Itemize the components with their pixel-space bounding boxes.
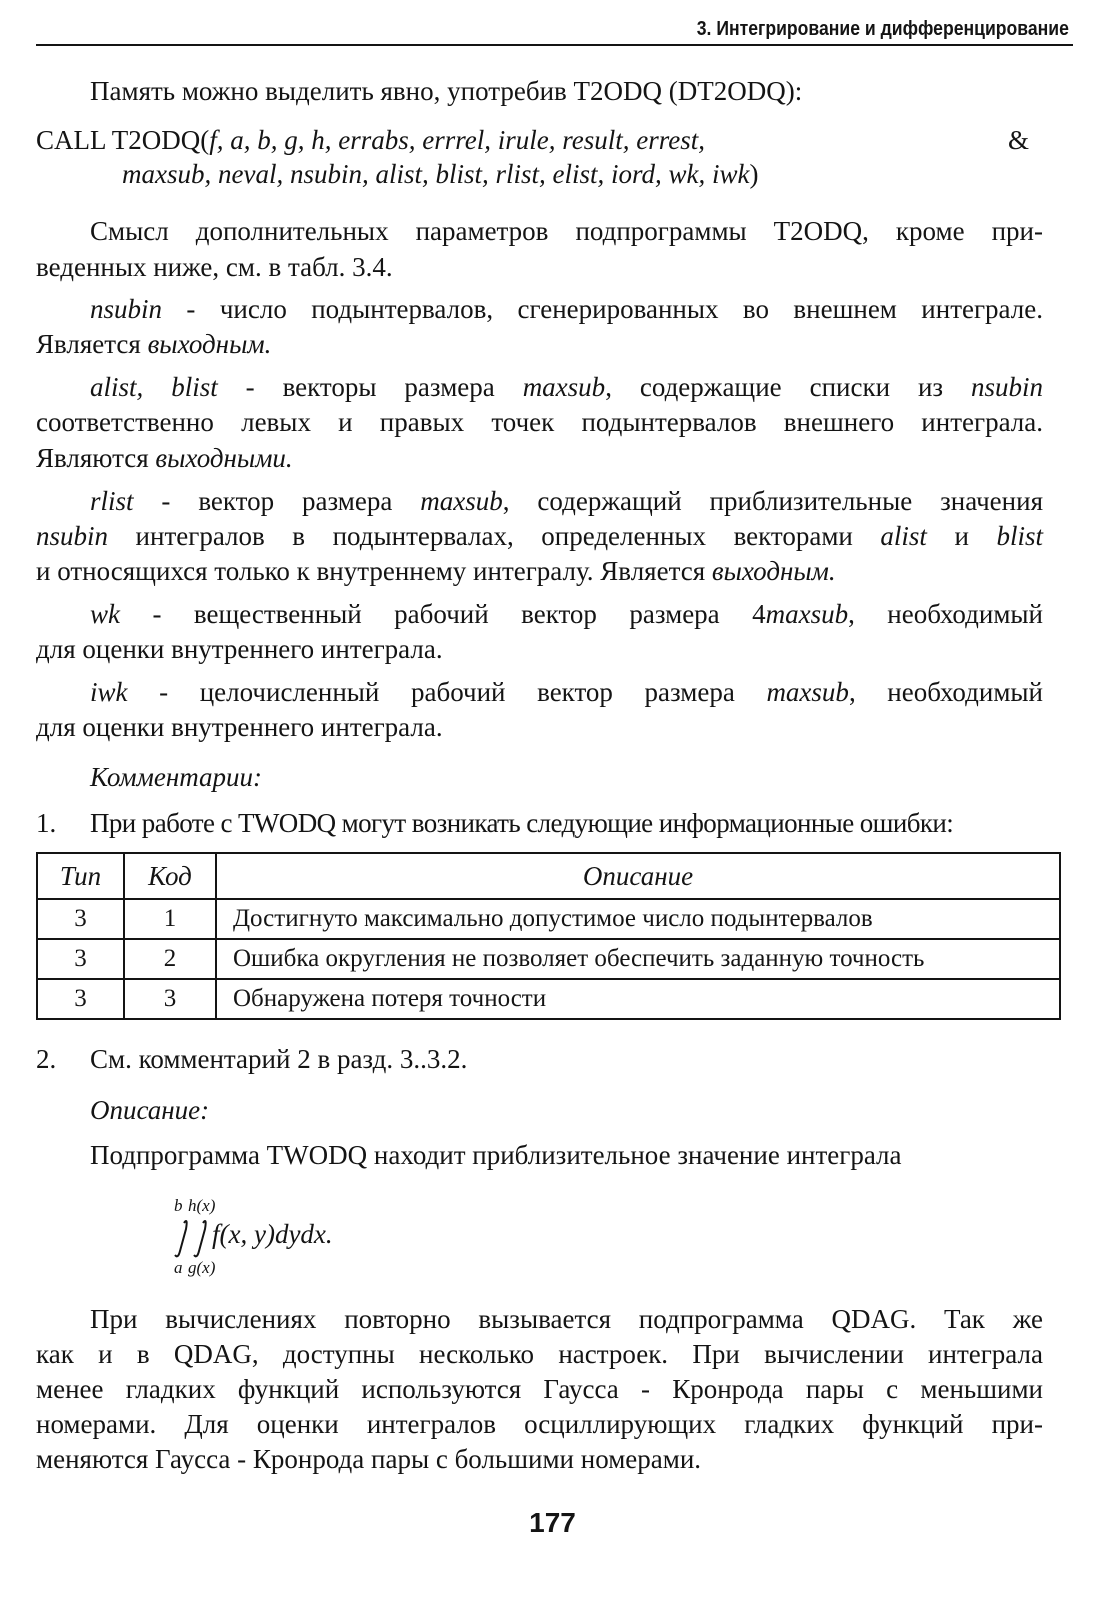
call-line-1 — [36, 123, 705, 157]
cell-code: 2 — [124, 939, 216, 979]
cell-code: 1 — [124, 899, 216, 939]
call-args-2: maxsub, neval, nsubin, alist, blist, rlist, elist, iord, wk, iwk — [122, 159, 750, 189]
param-iwk-line-2: для оценки внутреннего интеграла. — [36, 712, 443, 742]
integral-formula — [172, 1195, 432, 1281]
header-code: Код — [124, 853, 216, 899]
param-iwk-line-1: iwk - целочисленный рабочий вектор размера maxsub, необходимый — [90, 677, 1043, 707]
upper-limit-outer: b — [174, 1196, 183, 1215]
cell-description: Ошибка округления не позволяет обеспечить заданную точность — [216, 939, 1060, 979]
comment-2-number: 2. — [36, 1044, 57, 1074]
cell-type: 3 — [37, 939, 124, 979]
running-header — [36, 14, 1073, 46]
param-rlist-line-3: и относящихся только к внутреннему интегралу. Является выходным. — [36, 556, 836, 586]
cell-description: Достигнуто максимально допустимое число подынтервалов — [216, 899, 1060, 939]
paragraph-memory: Память можно выделить явно, употребив T2ODQ (DT2ODQ): — [90, 76, 803, 106]
paragraph-sense-line-2: веденных ниже, см. в табл. 3.4. — [36, 252, 393, 282]
term-wk: wk — [90, 599, 120, 629]
term-rlist: rlist — [90, 486, 134, 516]
term-nsubin: nsubin — [90, 294, 163, 324]
cell-description: Обнаружена потеря точности — [216, 979, 1060, 1019]
param-nsubin-line-1: nsubin - число подынтервалов, сгенерированных во внешнем интеграле. — [90, 294, 1043, 324]
description-text: Подпрограмма TWODQ находит приблизительное значение интеграла — [90, 1140, 902, 1170]
param-nsubin-line-2: Является выходным. — [36, 329, 272, 359]
lower-limit-inner: g(x) — [188, 1258, 216, 1277]
table-header-row — [37, 853, 1060, 899]
call-line-2 — [122, 157, 759, 191]
cell-type: 3 — [37, 899, 124, 939]
description-heading: Описание: — [90, 1095, 210, 1125]
page-number: 177 — [529, 1507, 576, 1538]
upper-limit-inner: h(x) — [188, 1196, 216, 1215]
outer-integral-sign — [175, 1221, 187, 1256]
call-args-1: f, a, b, g, h, errabs, errrel, irule, result, errest, — [209, 125, 705, 155]
comment-1-number: 1. — [36, 808, 57, 838]
cell-type: 3 — [37, 979, 124, 1019]
param-wk-line-1: wk - вещественный рабочий вектор размера 4maxsub, необходимый — [90, 599, 1043, 629]
comment-1-text: При работе с TWODQ могут возникать следующие информационные ошибки: — [90, 808, 954, 838]
paragraph-sense-line-1: Смысл дополнительных параметров подпрограммы T2ODQ, кроме при- — [90, 216, 1043, 246]
cell-code: 3 — [124, 979, 216, 1019]
param-alist-line-1: alist, blist - векторы размера maxsub, содержащие списки из nsubin — [90, 372, 1044, 402]
table-row — [37, 979, 1060, 1019]
final-paragraph-line-2: как и в QDAG, доступны несколько настроек. При вычислении интеграла — [36, 1339, 1043, 1369]
final-paragraph-line-1: При вычислениях повторно вызывается подпрограмма QDAG. Так же — [90, 1304, 1043, 1334]
call-prefix: CALL T2ODQ( — [36, 125, 210, 155]
integrand: f(x, y)dydx. — [212, 1219, 333, 1249]
continuation-ampersand: & — [1008, 125, 1030, 155]
header-type: Тип — [37, 853, 124, 899]
table-row — [37, 939, 1060, 979]
inner-integral-sign — [194, 1221, 206, 1256]
final-paragraph-line-3: менее гладких функций используются Гаусса - Кронрода пары с меньшими — [36, 1374, 1043, 1404]
chapter-title: 3. Интегрирование и дифференцирование — [696, 18, 1069, 40]
comment-2-text: См. комментарий 2 в разд. 3..3.2. — [90, 1044, 468, 1074]
final-paragraph-line-4: номерами. Для оценки интегралов осциллирующих гладких функций при- — [36, 1409, 1043, 1439]
param-wk-line-2: для оценки внутреннего интеграла. — [36, 634, 443, 664]
header-description: Описание — [216, 853, 1060, 899]
error-table — [36, 852, 1061, 1020]
lower-limit-outer: a — [174, 1258, 183, 1277]
param-rlist-line-2: nsubin интегралов в подынтервалах, определенных векторами alist и blist — [36, 521, 1043, 551]
param-alist-line-3: Являются выходными. — [36, 443, 293, 473]
call-close: ) — [749, 159, 759, 189]
param-alist-line-2: соответственно левых и правых точек подынтервалов внешнего интеграла. — [36, 407, 1043, 437]
final-paragraph-line-5: меняются Гаусса - Кронрода пары с большими номерами. — [36, 1444, 702, 1474]
param-rlist-line-1: rlist - вектор размера maxsub, содержащий приблизительные значения — [90, 486, 1043, 516]
table-row — [37, 899, 1060, 939]
term-alist-blist: alist, blist — [90, 372, 218, 402]
term-iwk: iwk — [90, 677, 128, 707]
comments-heading: Комментарии: — [90, 762, 263, 792]
